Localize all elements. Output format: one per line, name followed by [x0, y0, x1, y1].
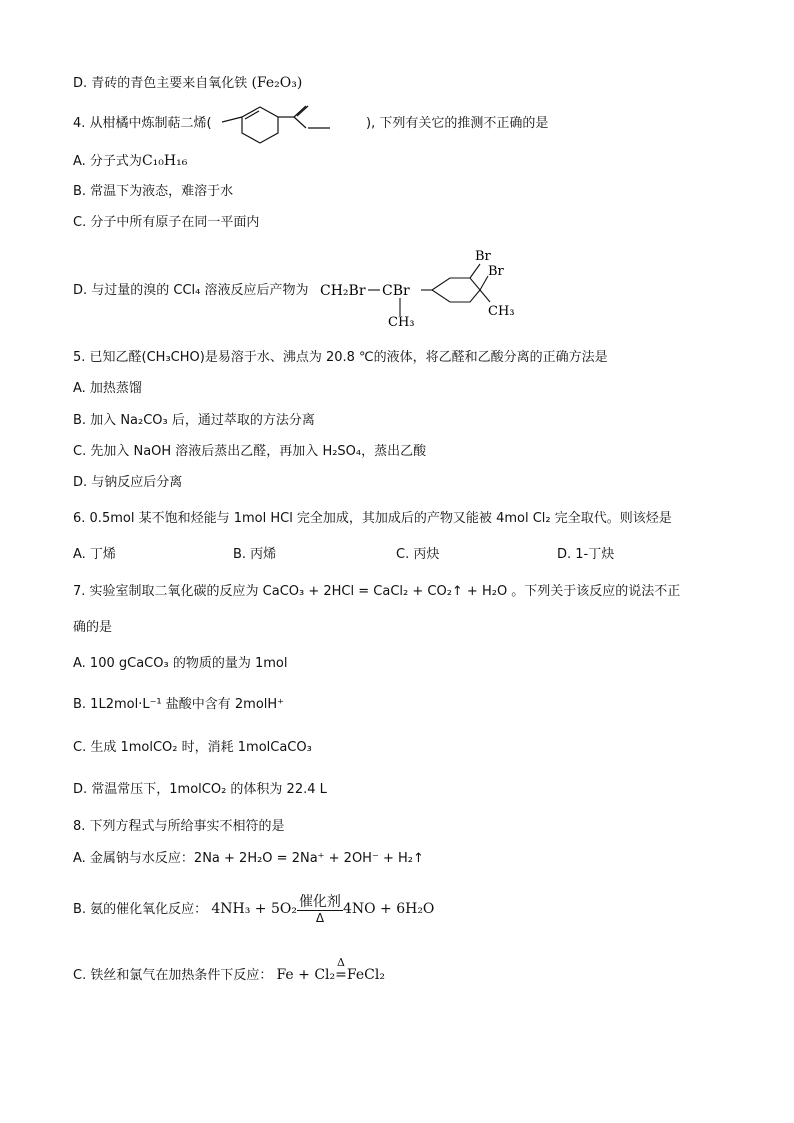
equation-lhs: 4NH₃ + 5O₂ — [211, 901, 297, 917]
option-8b — [73, 892, 434, 927]
equation-rhs: FeCl₂ — [346, 967, 385, 983]
question-7-stem-cont: 确的是 — [73, 620, 113, 635]
br-label: Br — [488, 264, 504, 279]
ch3-label: CH₃ — [388, 315, 415, 330]
question-4-stem-tail — [366, 115, 548, 133]
question-4-stem — [73, 115, 212, 133]
option-4c: C. 分子中所有原子在同一平面内 — [73, 215, 260, 230]
reaction-condition — [297, 894, 343, 926]
heat-label: Δ — [337, 956, 345, 969]
option-6b: B. 丙烯 — [233, 547, 277, 562]
option-6d: D. 1-丁炔 — [557, 547, 615, 562]
question-8-stem: 8. 下列方程式与所给事实不相符的是 — [73, 819, 285, 834]
option-text: C. 铁丝和氯气在加热条件下反应： — [73, 968, 273, 983]
option-6c: C. 丙炔 — [396, 547, 440, 562]
question-6-stem: 6. 0.5mol 某不饱和烃能与 1mol HCl 完全加成，其加成后的产物又能被 4mol Cl₂ 完全取代。则该烃是 — [73, 511, 672, 526]
reaction-condition — [335, 956, 347, 984]
heat-label: Δ — [315, 910, 325, 925]
option-label: D. — [73, 76, 88, 91]
option-4d: D. 与过量的溴的 CCl₄ 溶液反应后产物为 — [73, 283, 309, 298]
option-4b: B. 常温下为液态，难溶于水 — [73, 184, 234, 199]
ch3-label: CH₃ — [488, 304, 515, 319]
stem-part: 4. 从柑橘中炼制萜二烯( — [73, 116, 212, 131]
option-5b: B. 加入 Na₂CO₃ 后，通过萃取的方法分离 — [73, 413, 315, 428]
option-8c — [73, 956, 385, 985]
option-7a: A. 100 gCaCO₃ 的物质的量为 1mol — [73, 656, 288, 671]
equation-lhs: Fe + Cl₂ — [276, 967, 336, 983]
equals-sign: = — [335, 967, 347, 983]
cbr-label: CBr — [382, 283, 410, 299]
catalyst-label: 催化剂 — [298, 893, 341, 910]
option-6a: A. 丁烯 — [73, 547, 116, 562]
option-text: B. 氨的催化氧化反应： — [73, 902, 208, 917]
option-7b: B. 1L2mol·L⁻¹ 盐酸中含有 2molH⁺ — [73, 697, 285, 712]
option-text: A. 分子式为 — [73, 154, 142, 169]
option-7d: D. 常温常压下，1molCO₂ 的体积为 22.4 L — [73, 782, 327, 797]
option-4a — [73, 152, 187, 171]
option-5a: A. 加热蒸馏 — [73, 381, 142, 396]
option-5c: C. 先加入 NaOH 溶液后蒸出乙醛，再加入 H₂SO₄，蒸出乙酸 — [73, 444, 427, 459]
dibromide-structure-icon — [320, 246, 530, 332]
option-d-prev — [73, 74, 302, 93]
ch2br-label: CH₂Br — [320, 283, 366, 299]
formula: C₁₀H₁₆ — [141, 153, 188, 169]
br-label: Br — [475, 249, 491, 264]
option-8a: A. 金属钠与水反应：2Na + 2H₂O = 2Na⁺ + 2OH⁻ + H₂↑ — [73, 851, 424, 866]
option-text: 青砖的青色主要来自氧化铁 — [91, 76, 248, 91]
question-7-stem: 7. 实验室制取二氧化碳的反应为 CaCO₃ + 2HCl = CaCl₂ + CO₂↑ + H₂O 。下列关于该反应的说法不正 — [73, 584, 681, 599]
question-5-stem: 5. 已知乙醛(CH₃CHO)是易溶于水、沸点为 20.8 ℃的液体，将乙醛和乙酸分离的正确方法是 — [73, 350, 608, 365]
option-7c: C. 生成 1molCO₂ 时，消耗 1molCaCO₃ — [73, 740, 312, 755]
terpene-structure-icon — [222, 100, 362, 148]
option-5d: D. 与钠反应后分离 — [73, 475, 183, 490]
formula: (Fe₂O₃) — [251, 75, 303, 91]
equation-rhs: 4NO + 6H₂O — [342, 901, 435, 917]
stem-part: ), 下列有关它的推测不正确的是 — [366, 116, 549, 131]
